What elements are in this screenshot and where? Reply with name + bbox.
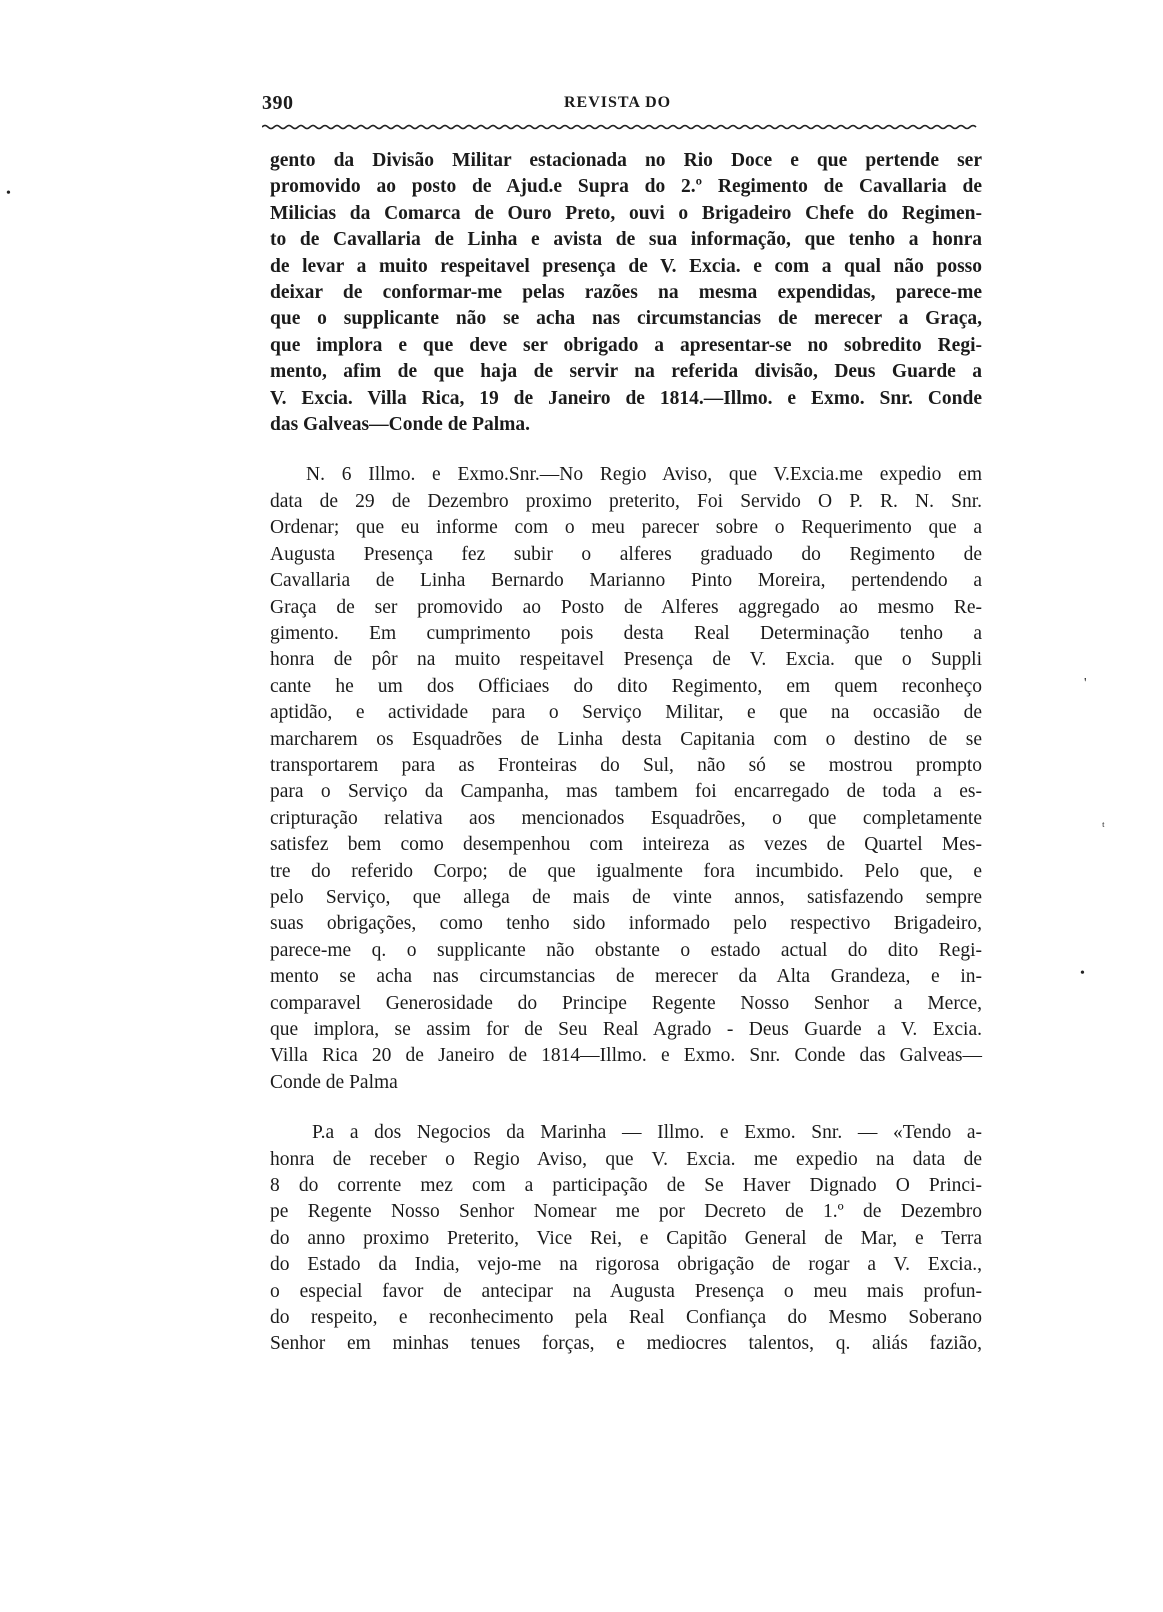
body-text bbox=[270, 148, 982, 1358]
text-line: marcharem os Esquadrões de Linha desta Capitania com o destino de se bbox=[270, 728, 982, 750]
text-line: 8 do corrente mez com a participação de Se Haver Dignado O Princi- bbox=[270, 1175, 982, 1197]
margin-speck: ᵗ bbox=[1102, 820, 1105, 835]
text-line: cripturação relativa aos mencionados Esquadrões, o que completamente bbox=[270, 807, 982, 829]
text-line: para o Serviço da Campanha, mas tambem foi encarregado de toda a es- bbox=[270, 781, 982, 803]
text-line: cante he um dos Officiaes do dito Regimento, em quem reconheço bbox=[270, 675, 982, 697]
text-line: que implora e que deve ser obrigado a apresentar-se no sobredito Regi- bbox=[270, 334, 982, 356]
text-line: transportarem para as Fronteiras do Sul, não só se mostrou prompto bbox=[270, 754, 982, 776]
text-line: deixar de conformar-me pelas razões na mesma expendidas, parece-me bbox=[270, 282, 982, 304]
text-line: das Galveas—Conde de Palma. bbox=[270, 414, 531, 436]
margin-speck: ' bbox=[1084, 676, 1087, 691]
text-line: honra de pôr na muito respeitavel Presença de V. Excia. que o Suppli bbox=[270, 649, 982, 671]
text-line: Milicias da Comarca de Ouro Preto, ouvi o Brigadeiro Chefe do Regimen- bbox=[270, 202, 982, 224]
text-line: gimento. Em cumprimento pois desta Real Determinação tenho a bbox=[270, 622, 982, 644]
text-line: Graça de ser promovido ao Posto de Alferes aggregado ao mesmo Re- bbox=[270, 596, 982, 618]
text-line: mento, afim de que haja de servir na referida divisão, Deus Guarde a bbox=[270, 361, 982, 383]
running-head: REVISTA DO bbox=[564, 94, 672, 111]
text-line: V. Excia. Villa Rica, 19 de Janeiro de 1814.—Illmo. e Exmo. Snr. Conde bbox=[270, 387, 982, 409]
paragraph-1 bbox=[270, 148, 982, 438]
margin-speck: • bbox=[6, 186, 11, 201]
text-line: Senhor em minhas tenues forças, e mediocres talentos, q. aliás fazião, bbox=[270, 1333, 982, 1355]
page-header bbox=[262, 92, 982, 122]
text-line: mento se acha nas circumstancias de merecer da Alta Grandeza, e in- bbox=[270, 966, 982, 988]
text-line: Villa Rica 20 de Janeiro de 1814—Illmo. e Exmo. Snr. Conde das Galveas— bbox=[270, 1045, 982, 1067]
paragraph-3 bbox=[270, 1120, 982, 1358]
page-number: 390 bbox=[262, 92, 294, 114]
header-rule bbox=[262, 124, 980, 130]
paragraph-2 bbox=[270, 462, 982, 1096]
text-line: satisfez bem como desempenhou com inteireza as vezes de Quartel Mes- bbox=[270, 834, 982, 856]
text-line: do Estado da India, vejo-me na rigorosa obrigação de rogar a V. Excia., bbox=[270, 1254, 982, 1276]
margin-speck: • bbox=[1080, 966, 1085, 981]
text-line: o especial favor de antecipar na Augusta Presença o meu mais profun- bbox=[270, 1280, 982, 1302]
text-line: do respeito, e reconhecimento pela Real Confiança do Mesmo Soberano bbox=[270, 1307, 982, 1329]
text-line: to de Cavallaria de Linha e avista de sua informação, que tenho a honra bbox=[270, 229, 982, 251]
text-line: N. 6 Illmo. e Exmo.Snr.—No Regio Aviso, que V.Excia.me expedio em bbox=[306, 464, 982, 486]
text-line: de levar a muito respeitavel presença de V. Excia. e com a qual não posso bbox=[270, 255, 982, 277]
text-line: pe Regente Nosso Senhor Nomear me por Decreto de 1.º de Dezembro bbox=[270, 1201, 982, 1223]
text-line: Augusta Presença fez subir o alferes graduado do Regimento de bbox=[270, 543, 982, 565]
text-line: gento da Divisão Militar estacionada no Rio Doce e que pertende ser bbox=[270, 150, 982, 171]
text-line: que implora, se assim for de Seu Real Agrado - Deus Guarde a V. Excia. bbox=[270, 1019, 982, 1040]
text-line: tre do referido Corpo; de que igualmente fora incumbido. Pelo que, e bbox=[270, 860, 982, 882]
text-line: do anno proximo Preterito, Vice Rei, e Capitão General de Mar, e Terra bbox=[270, 1227, 982, 1249]
text-line: parece-me q. o supplicante não obstante o estado actual do dito Regi- bbox=[270, 939, 982, 961]
text-line: aptidão, e actividade para o Serviço Militar, e que na occasião de bbox=[270, 702, 982, 724]
text-line: suas obrigações, como tenho sido informado pelo respectivo Brigadeiro, bbox=[270, 913, 982, 935]
text-line: que o supplicante não se acha nas circumstancias de merecer a Graça, bbox=[270, 308, 982, 330]
text-line: promovido ao posto de Ajud.e Supra do 2.º Regimento de Cavallaria de bbox=[270, 176, 982, 198]
text-line: P.a a dos Negocios da Marinha — Illmo. e Exmo. Snr. — «Tendo a- bbox=[312, 1122, 982, 1144]
text-line: Ordenar; que eu informe com o meu parecer sobre o Requerimento que a bbox=[270, 517, 982, 539]
text-line: data de 29 de Dezembro proximo preterito, Foi Servido O P. R. N. Snr. bbox=[270, 490, 982, 512]
text-line: Cavallaria de Linha Bernardo Marianno Pinto Moreira, pertendendo a bbox=[270, 570, 982, 592]
text-line: honra de receber o Regio Aviso, que V. Excia. me expedio na data de bbox=[270, 1148, 982, 1170]
text-line: Conde de Palma bbox=[270, 1071, 398, 1093]
text-line: comparavel Generosidade do Principe Regente Nosso Senhor a Merce, bbox=[270, 992, 982, 1014]
text-line: pelo Serviço, que allega de mais de vinte annos, satisfazendo sempre bbox=[270, 886, 982, 908]
